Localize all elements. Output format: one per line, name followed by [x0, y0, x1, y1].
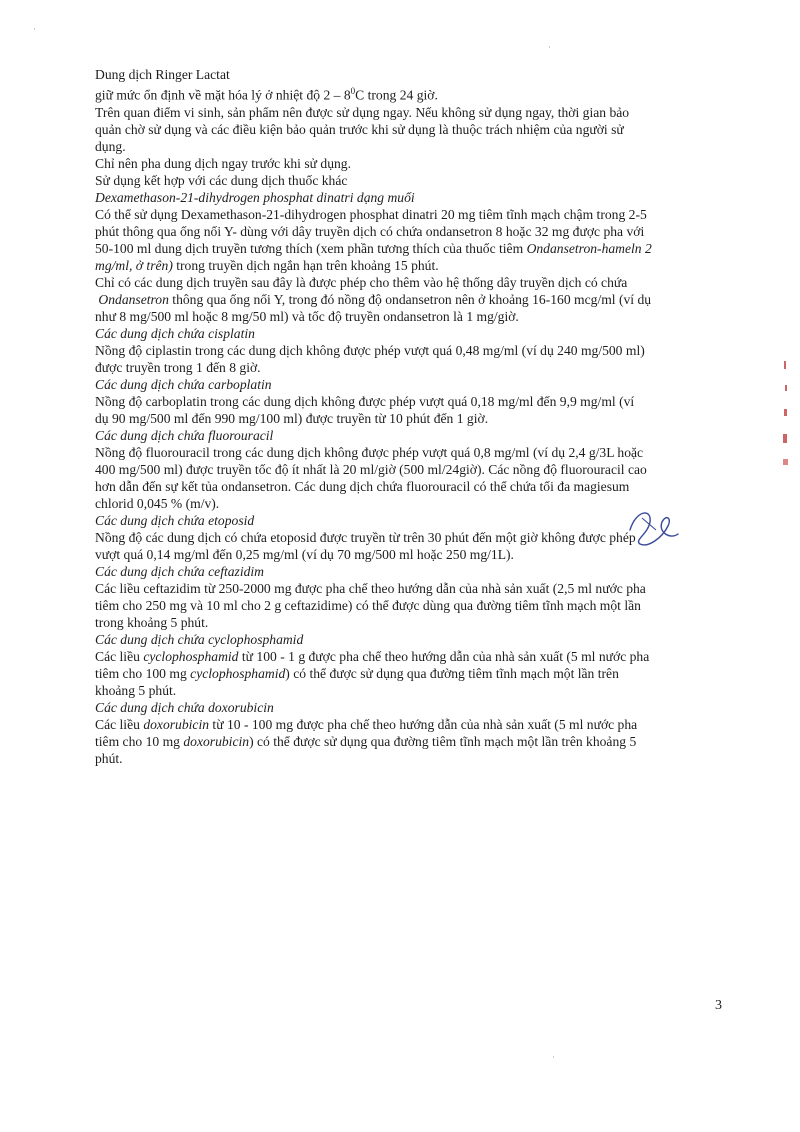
infusion-line-2	[95, 291, 725, 308]
scan-speck: ·	[552, 1052, 555, 1062]
cisplatin-line-1: Nồng độ ciplastin trong các dung dịch không được phép vượt quá 0,48 mg/ml (ví dụ 240 mg/500 ml)	[95, 342, 645, 358]
cyclo-drug-name-1: cyclophosphamid	[143, 648, 239, 664]
ringer-stability	[95, 83, 725, 104]
ceftazidim-section	[95, 563, 725, 631]
infusion-paragraph	[95, 274, 725, 325]
cisplatin-section	[95, 325, 725, 376]
micro-line-1: Trên quan điểm vi sinh, sản phẩm nên được sử dụng ngay. Nếu không sử dụng ngay, thời gian bảo	[95, 104, 630, 120]
infusion-line-1: Chỉ có các dung dịch truyền sau đây là được phép cho thêm vào hệ thống dây truyền dịch có chứa	[95, 274, 628, 290]
document-page	[95, 66, 725, 767]
dexa-line-2: phút thông qua ống nối Y- dùng với dây truyền dịch có chứa ondansetron 8 hoặc 32 mg được pha với	[95, 223, 645, 239]
fluorouracil-heading: Các dung dịch chứa fluorouracil	[95, 427, 274, 443]
fluorouracil-section	[95, 427, 725, 512]
micro-line-3: dụng.	[95, 138, 126, 154]
micro-line-2: quản chờ sử dụng và các điều kiện bảo quản trước khi sử dụng là thuộc trách nhiệm của người sử	[95, 121, 624, 137]
doxo-line-2-end: ) có thể được sử dụng qua đường tiêm tĩnh mạch một lần trên khoảng 5	[249, 733, 637, 749]
dexa-product-strength: mg/ml, ở trên)	[95, 257, 173, 273]
cisplatin-heading: Các dung dịch chứa cisplatin	[95, 325, 255, 341]
cisplatin-line-2: được truyền trong 1 đến 8 giờ.	[95, 359, 261, 375]
dexa-line-3	[95, 240, 725, 257]
page-number: 3	[715, 998, 722, 1013]
ceftazidim-line-3: trong khoảng 5 phút.	[95, 614, 209, 630]
ringer-stability-text: giữ mức ổn định về mặt hóa lý ở nhiệt độ 2 – 8	[95, 87, 351, 103]
doxo-drug-name-2: doxorubicin	[183, 733, 250, 749]
infusion-line-3: như 8 mg/500 ml hoặc 8 mg/50 ml) và tốc độ truyền ondansetron là 1 mg/giờ.	[95, 308, 519, 324]
dexa-product-name: Ondansetron-hameln 2	[526, 240, 652, 256]
carboplatin-heading: Các dung dịch chứa carboplatin	[95, 376, 272, 392]
ceftazidim-heading: Các dung dịch chứa ceftazidim	[95, 563, 264, 579]
ringer-title: Dung dịch Ringer Lactat	[95, 67, 230, 82]
ringer-stability-unit: C trong 24 giờ.	[355, 87, 438, 103]
cyclophosphamid-section	[95, 631, 725, 699]
dexa-line-1: Có thể sử dụng Dexamethason-21-dihydrogen phosphat dinatri 20 mg tiêm tĩnh mạch chậm trong 2-5	[95, 206, 647, 222]
cyclo-line-2-end: ) có thể được sử dụng qua đường tiêm tĩnh mạch một lần trên	[285, 665, 619, 681]
cyclophosphamid-line-2	[95, 665, 725, 682]
fluorouracil-line-3: hơn dẫn đến sự kết tủa ondansetron. Các dung dịch chứa fluorouracil có thể chứa tối đa magiesum	[95, 478, 630, 494]
doxorubicin-heading: Các dung dịch chứa doxorubicin	[95, 699, 274, 715]
etoposid-line-2: vượt quá 0,14 mg/ml đến 0,25 mg/ml (ví dụ 70 mg/500 ml hoặc 250 mg/1L).	[95, 546, 514, 562]
combined-use-heading: Sử dụng kết hợp với các dung dịch thuốc khác	[95, 172, 348, 188]
doxo-line-2-start: tiêm cho 10 mg	[95, 733, 184, 749]
carboplatin-line-2: dụ 90 mg/500 ml đến 990 mg/100 ml) được truyền từ 10 phút đến 1 giờ.	[95, 410, 489, 426]
ringer-section	[95, 66, 725, 104]
scan-speck: ·	[548, 42, 551, 52]
dexa-line-4	[95, 257, 725, 274]
doxo-line-1-end: từ 10 - 100 mg được pha chế theo hướng dẫn của nhà sản xuất (5 ml nước pha	[209, 716, 638, 732]
infusion-drug-name: Ondansetron	[98, 291, 169, 307]
carboplatin-section	[95, 376, 725, 427]
cyclophosphamid-heading: Các dung dịch chứa cyclophosphamid	[95, 631, 304, 647]
cyclo-line-1-start: Các liều	[95, 648, 144, 664]
doxorubicin-section	[95, 699, 725, 767]
microbiology-paragraph	[95, 104, 725, 172]
doxo-drug-name-1: doxorubicin	[143, 716, 210, 732]
carboplatin-line-1: Nồng độ carboplatin trong các dung dịch không được phép vượt quá 0,18 mg/ml đến 9,9 mg/ml (ví	[95, 393, 635, 409]
binding-edge-marks	[780, 355, 792, 465]
ceftazidim-line-2: tiêm cho 250 mg và 10 ml cho 2 g ceftazidime) có thể được dùng qua đường tiêm tĩnh mạch một lần	[95, 597, 641, 613]
doxorubicin-line-3: phút.	[95, 750, 123, 766]
doxorubicin-line-2	[95, 733, 725, 750]
cyclo-drug-name-2: cyclophosphamid	[190, 665, 286, 681]
cyclophosphamid-line-1	[95, 648, 725, 665]
degree-superscript: 0	[350, 86, 356, 96]
ceftazidim-line-1: Các liều ceftazidim từ 250-2000 mg được pha chế theo hướng dẫn của nhà sản xuất (2,5 ml nước pha	[95, 580, 646, 596]
doxo-line-1-start: Các liều	[95, 716, 144, 732]
scan-speck: ·	[33, 24, 36, 34]
etoposid-heading: Các dung dịch chứa etoposid	[95, 512, 255, 528]
dexamethason-section	[95, 189, 725, 274]
fluorouracil-line-4: chlorid 0,045 % (m/v).	[95, 495, 220, 511]
fluorouracil-line-1: Nồng độ fluorouracil trong các dung dịch không được phép vượt quá 0,8 mg/ml (ví dụ 2,4 g/3L hoặc	[95, 444, 644, 460]
cyclophosphamid-line-3: khoảng 5 phút.	[95, 682, 177, 698]
micro-line-4: Chỉ nên pha dung dịch ngay trước khi sử dụng.	[95, 155, 352, 171]
dexa-line-3-text: 50-100 ml dung dịch truyền tương thích (xem phần tương thích của thuốc tiêm	[95, 240, 527, 256]
infusion-line-2-text: thông qua ống nối Y, trong đó nồng độ ondansetron nên ở khoảng 16-160 mcg/ml (ví dụ	[168, 291, 652, 307]
etoposid-line-1: Nồng độ các dung dịch có chứa etoposid được truyền từ trên 30 phút đến một giờ không được phép	[95, 529, 636, 545]
dexamethason-heading: Dexamethason-21-dihydrogen phosphat dinatri dạng muối	[95, 189, 415, 205]
handwritten-signature	[622, 500, 682, 550]
fluorouracil-line-2: 400 mg/500 ml) được truyền tốc độ ít nhất là 20 ml/giờ (500 ml/24giờ). Các nồng độ fluorouracil cao	[95, 461, 647, 477]
doxorubicin-line-1	[95, 716, 725, 733]
cyclo-line-1-end: từ 100 - 1 g được pha chế theo hướng dẫn của nhà sản xuất (5 ml nước pha	[238, 648, 650, 664]
cyclo-line-2-start: tiêm cho 100 mg	[95, 665, 191, 681]
dexa-line-4-text: trong truyền dịch ngắn hạn trên khoảng 15 phút.	[172, 257, 439, 273]
